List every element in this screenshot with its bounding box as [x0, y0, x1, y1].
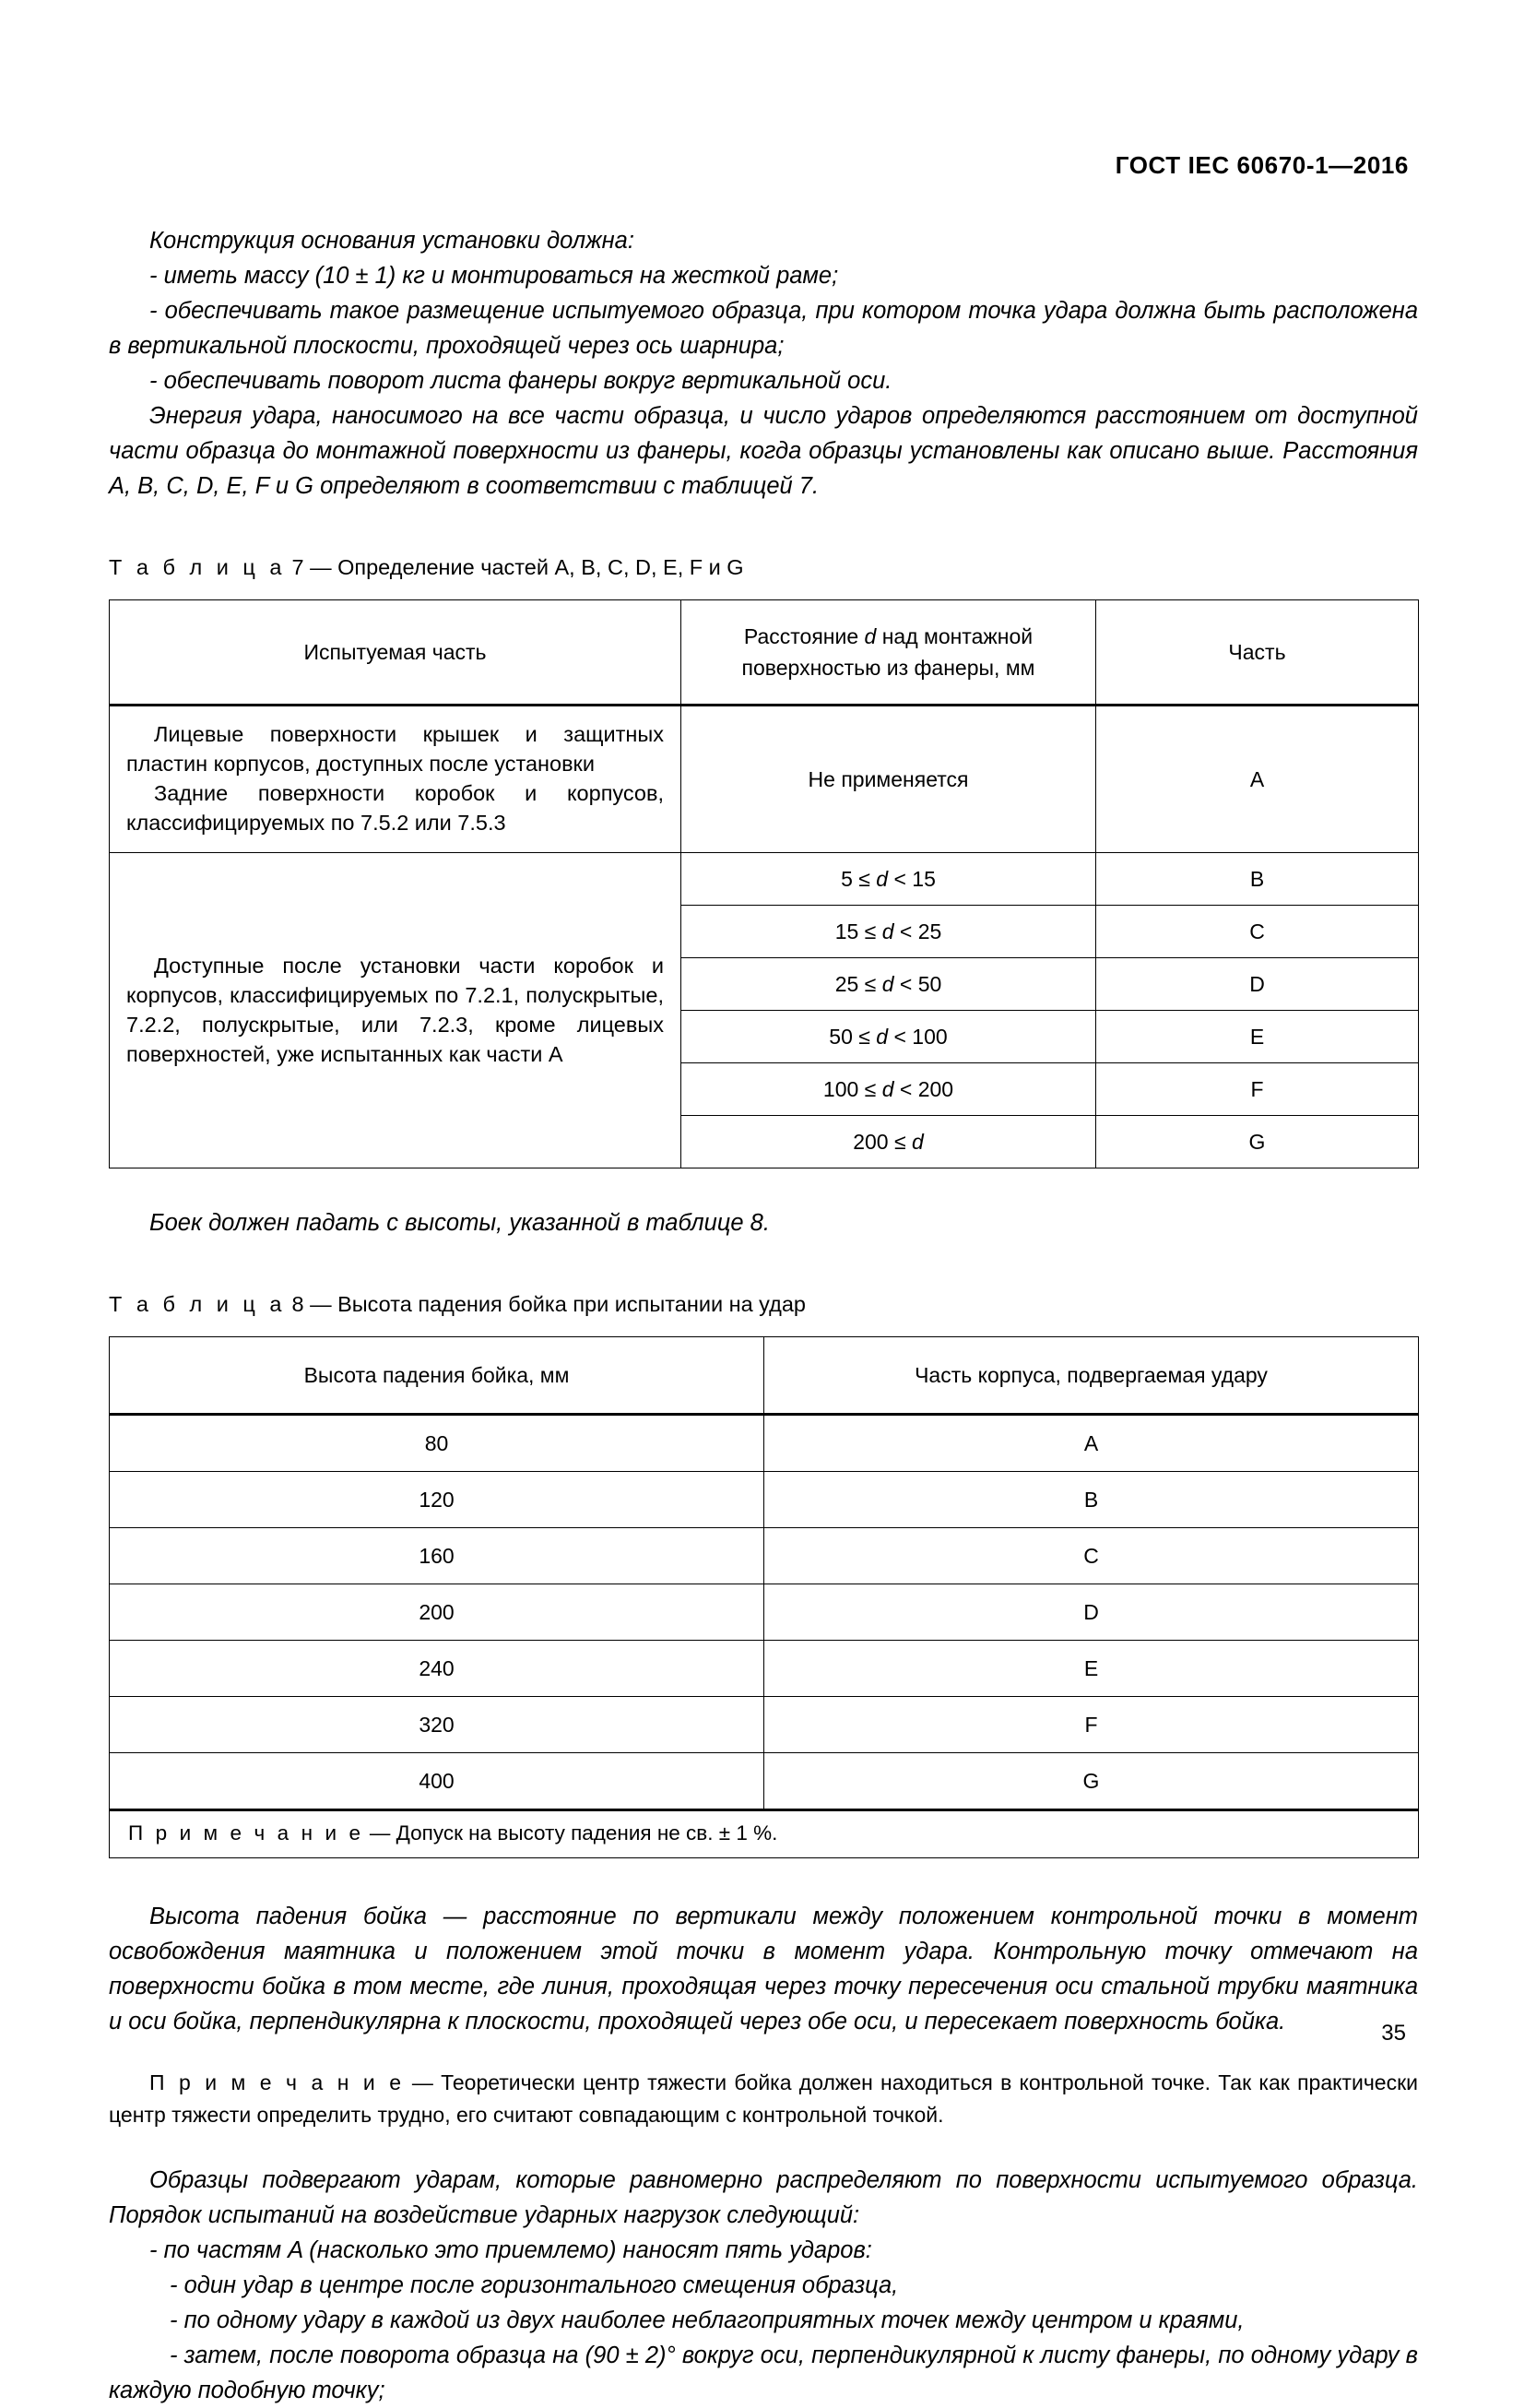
table7-header-row	[110, 600, 1419, 706]
table7-caption-label: Т а б л и ц а	[109, 555, 286, 579]
table8-caption-text: — Высота падения бойка при испытании на удар	[310, 1292, 806, 1316]
table7-row-b-distance	[681, 853, 1096, 906]
page-content	[109, 0, 1418, 2408]
table7-row-g-part: G	[1096, 1116, 1419, 1168]
table8-height-1: 80	[110, 1415, 764, 1472]
samples-paragraph: Образцы подвергают ударам, которые равномерно распределяют по поверхности испытуемого образца. Порядок испытаний на воздействие ударных нагрузок следующий:	[109, 2167, 1418, 2228]
table8-header-part: Часть корпуса, подвергаемая удару	[764, 1337, 1419, 1415]
samples-list-item-2: - один удар в центре после горизонтального смещения образца,	[170, 2272, 899, 2298]
intro-lead: Конструкция основания установки должна:	[149, 228, 634, 254]
table7-header-tested-part: Испытуемая часть	[110, 600, 681, 706]
table7-row-c-distance	[681, 906, 1096, 958]
table-row	[110, 1641, 1419, 1697]
table7-row-d-distance-after: < 50	[893, 971, 942, 996]
table7-row-f-distance-after: < 200	[893, 1076, 954, 1101]
samples-list-item-3: - по одному удару в каждой из двух наиболее неблагоприятных точек между центром и краями,	[170, 2307, 1245, 2333]
table8-height-2: 120	[110, 1472, 764, 1528]
table8-caption-number: 8	[291, 1292, 304, 1316]
table-definition-of-parts	[109, 599, 1419, 1168]
table7-header-distance-suffix: над монтажной	[876, 624, 1034, 648]
spacer-before-table7-caption	[109, 504, 1418, 553]
samples-list-item-4: - затем, после поворота образца на (90 ± 2)° вокруг оси, перпендикулярной к листу фанеры, по одному удару в каждую подобную точку;	[109, 2343, 1418, 2403]
table7-row-a-line-1: Лицевые поверхности крышек и защитных пластин корпусов, доступных после установки	[126, 722, 664, 776]
table8-header-row	[110, 1337, 1419, 1415]
table7-header-part: Часть	[1096, 600, 1419, 706]
hammer-drop-sentence: Боек должен падать с высоты, указанной в таблице 8.	[149, 1210, 770, 1236]
table7-row-f-distance-var: d	[881, 1076, 894, 1101]
intro-paragraph: Энергия удара, наносимого на все части образца, и число ударов определяются расстоянием от доступной части образца до монтажной поверхности из фанеры, когда образцы установлены как описано выше. Расстояния A, B, C, D, E, F и G определяют в соответствии с таблицей 7.	[109, 403, 1418, 499]
table7-caption-text: — Определение частей A, B, C, D, E, F и G	[310, 555, 744, 579]
table8-height-6: 320	[110, 1697, 764, 1753]
center-of-gravity-note-text: — Теоретически центр тяжести бойка должен находиться в контрольной точке. Так как практически центр тяжести определить трудно, его считают совпадающим с контрольной точкой.	[109, 2070, 1419, 2127]
table-hammer-drop-height	[109, 1336, 1419, 1858]
table8-part-5: E	[764, 1641, 1419, 1697]
table8-note-label: П р и м е ч а н и е	[128, 1821, 364, 1845]
spacer-after-table8-caption	[109, 1318, 1418, 1336]
table7-row-b-distance-after: < 15	[888, 866, 936, 891]
table-row	[110, 1472, 1419, 1528]
table7-row-d-distance-before: 25 ≤	[834, 971, 882, 996]
intro-bullet-1: - иметь массу (10 ± 1) кг и монтироваться на жесткой раме;	[149, 263, 839, 289]
table8-part-6: F	[764, 1697, 1419, 1753]
table7-row-a-part: A	[1096, 706, 1419, 853]
table7-row-group-line-1: Доступные после установки части коробок и корпусов, классифицируемых по 7.2.1, полускрытые, 7.2.2, полускрытые, или 7.2.3, кроме лицевых поверхностей, уже испытанных как части A	[126, 953, 664, 1066]
table-row	[110, 1753, 1419, 1810]
table7-row-c-part: C	[1096, 906, 1419, 958]
table7-caption	[109, 553, 1418, 581]
table8-part-2: B	[764, 1472, 1419, 1528]
table7-caption-number: 7	[291, 555, 304, 579]
table7-header-distance-line2: поверхностью из фанеры, мм	[741, 656, 1035, 680]
table7-header-distance	[681, 600, 1096, 706]
table7-row-e-distance	[681, 1011, 1096, 1063]
table8-header-height: Высота падения бойка, мм	[110, 1337, 764, 1415]
table8-note-text: — Допуск на высоту падения не св. ± 1 %.	[363, 1821, 778, 1845]
spacer-before-table8-caption	[109, 1240, 1418, 1290]
table8-height-7: 400	[110, 1753, 764, 1810]
drop-height-definition: Высота падения бойка — расстояние по вертикали между положением контрольной точки в момент освобождения маятника и положением этой точки в момент удара. Контрольную точку отмечают на поверхности бойка в том месте, где линия, проходящая через точку пересечения оси стальной трубки маятника и оси бойка, перпендикулярна к плоскости, проходящей через обе оси, и пересекает поверхность бойка.	[109, 1904, 1418, 2034]
table8-part-1: A	[764, 1415, 1419, 1472]
table-row	[110, 1584, 1419, 1641]
table7-row-c-distance-var: d	[881, 919, 894, 943]
table7-row-f-part: F	[1096, 1063, 1419, 1116]
table8-part-3: C	[764, 1528, 1419, 1584]
table7-row-e-distance-before: 50 ≤	[829, 1024, 877, 1049]
samples-list-item-1: - по частям A (насколько это приемлемо) наносят пять ударов:	[149, 2237, 872, 2263]
table-row	[110, 1697, 1419, 1753]
table7-row-a-distance: Не применяется	[681, 706, 1096, 853]
table7-row-e-distance-var: d	[876, 1024, 889, 1049]
table7-row-e-part: E	[1096, 1011, 1419, 1063]
page-number: 35	[1381, 2021, 1406, 2046]
center-of-gravity-note	[109, 2067, 1418, 2131]
table7-header-distance-variable: d	[864, 624, 877, 648]
table7-row-e-distance-after: < 100	[888, 1024, 948, 1049]
table7-row-a	[110, 706, 1419, 853]
document-header: ГОСТ IEC 60670-1—2016	[1115, 151, 1409, 179]
table7-row-a-tested-part	[110, 706, 681, 853]
table7-row-d-part: D	[1096, 958, 1419, 1011]
table8-part-4: D	[764, 1584, 1419, 1641]
table7-row-g-distance-var: d	[911, 1129, 924, 1154]
table8-height-5: 240	[110, 1641, 764, 1697]
table8-caption-label: Т а б л и ц а	[109, 1292, 286, 1316]
table7-header-distance-prefix: Расстояние	[743, 624, 865, 648]
table7-row-d-distance-var: d	[881, 971, 894, 996]
table7-row-c-distance-before: 15 ≤	[834, 919, 882, 943]
table7-row-c-distance-after: < 25	[893, 919, 942, 943]
table8-caption	[109, 1290, 1418, 1318]
table7-row-b	[110, 853, 1419, 906]
intro-bullet-2: - обеспечивать такое размещение испытуемого образца, при котором точка удара должна быть расположена в вертикальной плоскости, проходящей через ось шарнира;	[109, 298, 1418, 359]
table8-part-7: G	[764, 1753, 1419, 1810]
table7-row-f-distance	[681, 1063, 1096, 1116]
intro-block	[109, 223, 1418, 504]
table-row	[110, 1528, 1419, 1584]
center-of-gravity-note-label: П р и м е ч а н и е	[149, 2070, 405, 2094]
table7-row-a-line-2: Задние поверхности коробок и корпусов, классифицируемых по 7.5.2 или 7.5.3	[126, 781, 664, 835]
table8-height-3: 160	[110, 1528, 764, 1584]
table7-row-f-distance-before: 100 ≤	[822, 1076, 882, 1101]
intro-bullet-3: - обеспечивать поворот листа фанеры вокруг вертикальной оси.	[149, 368, 892, 394]
table7-row-g-distance-before: 200 ≤	[853, 1129, 912, 1154]
table7-row-d-distance	[681, 958, 1096, 1011]
table-row	[110, 1415, 1419, 1472]
spacer-after-table7-caption	[109, 581, 1418, 599]
table8-note-row	[110, 1810, 1419, 1858]
table7-row-b-distance-var: d	[876, 866, 889, 891]
table7-row-b-part: B	[1096, 853, 1419, 906]
table7-row-b-distance-before: 5 ≤	[841, 866, 877, 891]
table8-height-4: 200	[110, 1584, 764, 1641]
table8-note	[110, 1810, 1419, 1858]
table7-row-group-tested-part	[110, 853, 681, 1168]
table7-row-g-distance	[681, 1116, 1096, 1168]
